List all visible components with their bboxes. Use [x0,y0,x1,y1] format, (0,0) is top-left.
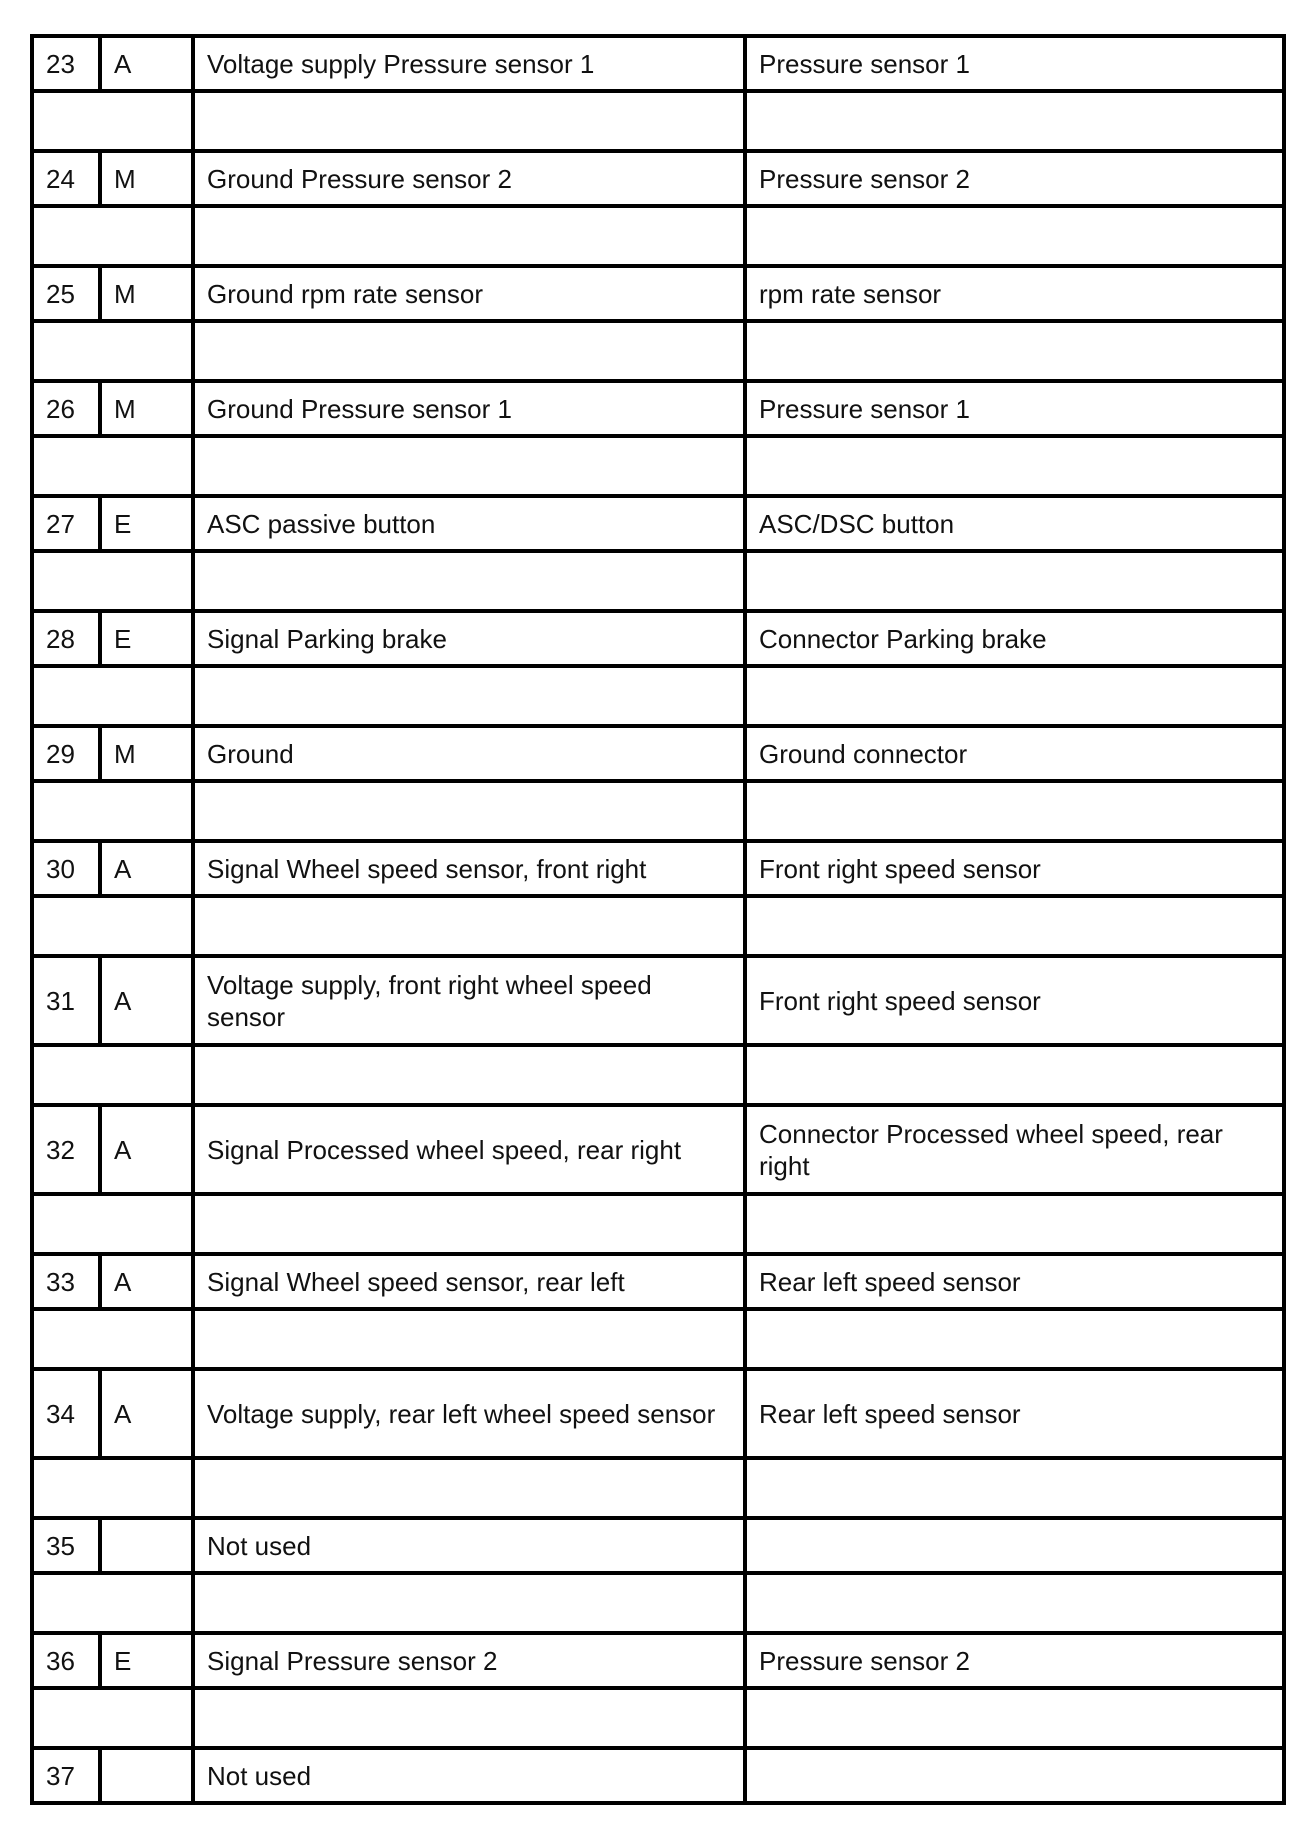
spacer-cell [745,1194,1284,1254]
pin-description-cell: Not used [193,1518,745,1573]
signal-type-cell: A [100,841,193,896]
signal-type-cell: A [100,36,193,91]
spacer-cell [32,206,193,266]
signal-type-cell: E [100,611,193,666]
spacer-cell [745,1573,1284,1633]
pin-number-cell: 27 [32,496,100,551]
spacer-cell [745,1688,1284,1748]
pin-connection-cell: Connector Parking brake [745,611,1284,666]
pin-description-cell: Not used [193,1748,745,1803]
spacer-cell [745,781,1284,841]
spacer-cell [193,436,745,496]
spacer-cell [32,781,193,841]
pin-number-cell: 26 [32,381,100,436]
pin-number-cell: 25 [32,266,100,321]
signal-type-cell: M [100,266,193,321]
spacer-cell [745,1309,1284,1369]
pin-number-cell: 31 [32,956,100,1045]
pin-assignment-table [30,34,1286,1805]
pin-description-cell: Ground rpm rate sensor [193,266,745,321]
spacer-cell [32,1573,193,1633]
signal-type-cell: M [100,381,193,436]
pin-number-cell: 29 [32,726,100,781]
spacer-cell [745,666,1284,726]
spacer-cell [32,321,193,381]
spacer-row [32,1458,1284,1518]
spacer-cell [32,1045,193,1105]
spacer-cell [193,896,745,956]
spacer-row [32,206,1284,266]
spacer-cell [193,1045,745,1105]
pin-description-cell: Signal Pressure sensor 2 [193,1633,745,1688]
spacer-cell [32,436,193,496]
pin-number-cell: 32 [32,1105,100,1194]
pin-description-cell: Ground [193,726,745,781]
table-row [32,1748,1284,1803]
pin-connection-cell: Rear left speed sensor [745,1254,1284,1309]
pin-number-cell: 24 [32,151,100,206]
pin-connection-cell [745,1748,1284,1803]
spacer-cell [193,1573,745,1633]
pin-connection-cell: Front right speed sensor [745,841,1284,896]
spacer-row [32,1573,1284,1633]
pin-connection-cell: rpm rate sensor [745,266,1284,321]
pin-description-cell: Voltage supply, rear left wheel speed sensor [193,1369,745,1458]
signal-type-cell: E [100,1633,193,1688]
pin-number-cell: 23 [32,36,100,91]
spacer-cell [745,91,1284,151]
spacer-cell [193,1194,745,1254]
spacer-cell [193,1309,745,1369]
spacer-row [32,321,1284,381]
signal-type-cell [100,1518,193,1573]
spacer-row [32,436,1284,496]
signal-type-cell [100,1748,193,1803]
spacer-row [32,1688,1284,1748]
table-row [32,1254,1284,1309]
spacer-cell [745,1045,1284,1105]
table-row [32,36,1284,91]
spacer-cell [32,1458,193,1518]
table-row [32,956,1284,1045]
table-row [32,841,1284,896]
table-row [32,726,1284,781]
table-row [32,381,1284,436]
pin-number-cell: 33 [32,1254,100,1309]
table-row [32,151,1284,206]
pin-description-cell: Signal Parking brake [193,611,745,666]
pin-description-cell: Ground Pressure sensor 1 [193,381,745,436]
spacer-cell [193,321,745,381]
pin-connection-cell: Pressure sensor 1 [745,36,1284,91]
spacer-cell [193,1688,745,1748]
pin-connection-cell: Pressure sensor 2 [745,151,1284,206]
spacer-cell [193,781,745,841]
pin-number-cell: 34 [32,1369,100,1458]
pin-description-cell: Signal Wheel speed sensor, rear left [193,1254,745,1309]
pin-connection-cell: Rear left speed sensor [745,1369,1284,1458]
pin-connection-cell: ASC/DSC button [745,496,1284,551]
pin-connection-cell: Pressure sensor 1 [745,381,1284,436]
spacer-cell [32,91,193,151]
signal-type-cell: A [100,1369,193,1458]
table-row [32,611,1284,666]
signal-type-cell: A [100,1254,193,1309]
pin-description-cell: Ground Pressure sensor 2 [193,151,745,206]
pin-connection-cell: Front right speed sensor [745,956,1284,1045]
spacer-cell [745,551,1284,611]
spacer-row [32,551,1284,611]
signal-type-cell: A [100,956,193,1045]
signal-type-cell: A [100,1105,193,1194]
spacer-cell [193,206,745,266]
spacer-cell [745,1458,1284,1518]
spacer-row [32,666,1284,726]
spacer-cell [745,436,1284,496]
spacer-cell [745,206,1284,266]
pin-connection-cell: Connector Processed wheel speed, rear right [745,1105,1284,1194]
spacer-cell [193,551,745,611]
pin-number-cell: 37 [32,1748,100,1803]
pin-description-cell: ASC passive button [193,496,745,551]
pin-number-cell: 36 [32,1633,100,1688]
pin-connection-cell: Pressure sensor 2 [745,1633,1284,1688]
spacer-cell [32,1194,193,1254]
spacer-cell [32,551,193,611]
table-row [32,1369,1284,1458]
spacer-cell [32,1688,193,1748]
pin-connection-cell: Ground connector [745,726,1284,781]
spacer-row [32,1309,1284,1369]
table-row [32,1633,1284,1688]
table-row [32,1518,1284,1573]
spacer-row [32,1045,1284,1105]
signal-type-cell: M [100,726,193,781]
table-row [32,496,1284,551]
pin-number-cell: 30 [32,841,100,896]
spacer-row [32,896,1284,956]
spacer-cell [32,1309,193,1369]
signal-type-cell: M [100,151,193,206]
pin-connection-cell [745,1518,1284,1573]
spacer-cell [745,896,1284,956]
spacer-cell [745,321,1284,381]
spacer-row [32,1194,1284,1254]
signal-type-cell: E [100,496,193,551]
pin-number-cell: 28 [32,611,100,666]
pin-description-cell: Voltage supply, front right wheel speed sensor [193,956,745,1045]
spacer-row [32,781,1284,841]
pin-number-cell: 35 [32,1518,100,1573]
spacer-row [32,91,1284,151]
table-row [32,266,1284,321]
spacer-cell [193,666,745,726]
spacer-cell [193,1458,745,1518]
spacer-cell [32,666,193,726]
spacer-cell [32,896,193,956]
table-row [32,1105,1284,1194]
pin-table-body [32,36,1284,1803]
spacer-cell [193,91,745,151]
pin-description-cell: Signal Processed wheel speed, rear right [193,1105,745,1194]
pin-description-cell: Signal Wheel speed sensor, front right [193,841,745,896]
pin-description-cell: Voltage supply Pressure sensor 1 [193,36,745,91]
